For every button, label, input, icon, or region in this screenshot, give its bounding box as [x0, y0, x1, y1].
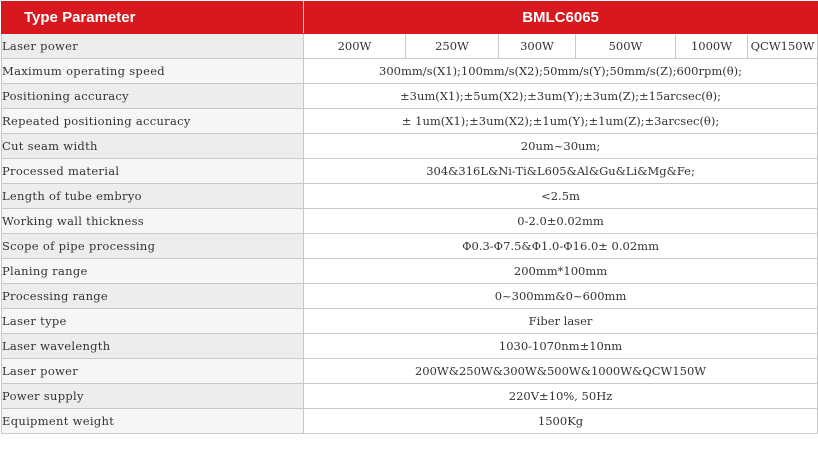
row-value: Φ0.3-Φ7.5&Φ1.0-Φ16.0± 0.02mm — [304, 234, 818, 259]
laser-power-option: QCW150W — [748, 34, 818, 59]
table-row — [2, 159, 818, 184]
row-label: Planing range — [2, 259, 304, 284]
row-label: Processed material — [2, 159, 304, 184]
row-value: 1500Kg — [304, 409, 818, 434]
table-row — [2, 184, 818, 209]
table-row — [2, 109, 818, 134]
row-label: Equipment weight — [2, 409, 304, 434]
laser-power-option: 200W — [304, 34, 406, 59]
row-label: Length of tube embryo — [2, 184, 304, 209]
table-row — [2, 134, 818, 159]
row-value: <2.5m — [304, 184, 818, 209]
table-row — [2, 34, 818, 59]
row-label: Laser power — [2, 34, 304, 59]
row-label: Laser power — [2, 359, 304, 384]
table-row — [2, 334, 818, 359]
table-row — [2, 384, 818, 409]
row-value: 300mm/s(X1);100mm/s(X2);50mm/s(Y);50mm/s(Z);600rpm(θ); — [304, 59, 818, 84]
laser-power-option: 250W — [406, 34, 499, 59]
table-row — [2, 59, 818, 84]
row-value: 200mm*100mm — [304, 259, 818, 284]
spec-table — [1, 1, 818, 434]
header-row — [2, 2, 818, 34]
row-value: 220V±10%, 50Hz — [304, 384, 818, 409]
row-label: Maximum operating speed — [2, 59, 304, 84]
row-label: Laser type — [2, 309, 304, 334]
row-value: 1030-1070nm±10nm — [304, 334, 818, 359]
header-model: BMLC6065 — [304, 2, 818, 34]
table-row — [2, 409, 818, 434]
row-value: Fiber laser — [304, 309, 818, 334]
row-value: 20um~30um; — [304, 134, 818, 159]
row-label: Processing range — [2, 284, 304, 309]
row-value: 0~300mm&0~600mm — [304, 284, 818, 309]
row-value: ± 1um(X1);±3um(X2);±1um(Y);±1um(Z);±3arcsec(θ); — [304, 109, 818, 134]
row-label: Laser wavelength — [2, 334, 304, 359]
row-value: 304&316L&Ni-Ti&L605&Al&Gu&Li&Mg&Fe; — [304, 159, 818, 184]
laser-power-option: 500W — [576, 34, 676, 59]
table-row — [2, 309, 818, 334]
table-row — [2, 84, 818, 109]
row-value: ±3um(X1);±5um(X2);±3um(Y);±3um(Z);±15arcsec(θ); — [304, 84, 818, 109]
row-value: 0-2.0±0.02mm — [304, 209, 818, 234]
laser-power-option: 1000W — [676, 34, 748, 59]
row-label: Scope of pipe processing — [2, 234, 304, 259]
table-row — [2, 209, 818, 234]
row-value: 200W&250W&300W&500W&1000W&QCW150W — [304, 359, 818, 384]
table-row — [2, 234, 818, 259]
row-label: Working wall thickness — [2, 209, 304, 234]
table-row — [2, 259, 818, 284]
laser-power-option: 300W — [499, 34, 576, 59]
header-type-parameter: Type Parameter — [2, 2, 304, 34]
table-row — [2, 359, 818, 384]
row-label: Positioning accuracy — [2, 84, 304, 109]
row-label: Repeated positioning accuracy — [2, 109, 304, 134]
row-label: Power supply — [2, 384, 304, 409]
table-row — [2, 284, 818, 309]
row-label: Cut seam width — [2, 134, 304, 159]
